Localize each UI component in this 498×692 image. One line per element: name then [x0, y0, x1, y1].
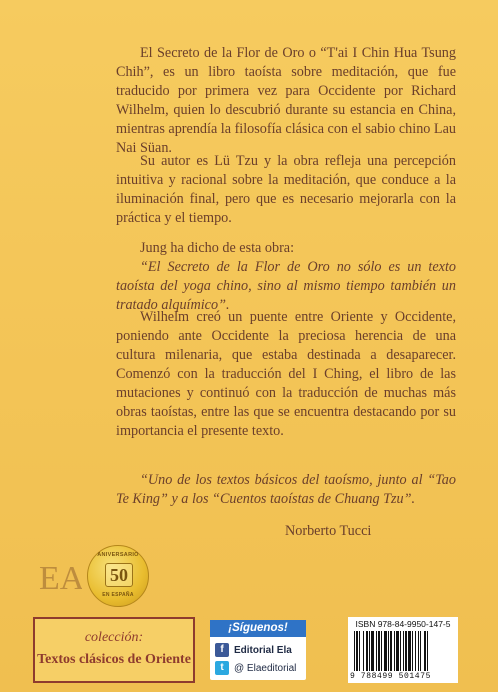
- ea-logo-icon: [38, 556, 82, 596]
- barcode-icon: [352, 631, 454, 671]
- author-signature: Norberto Tucci: [285, 523, 372, 539]
- barcode-bar: [363, 631, 364, 671]
- seal-top-text: ANIVERSARIO: [97, 552, 139, 558]
- isbn-barcode-box: [348, 617, 458, 683]
- barcode-bar: [354, 631, 355, 671]
- barcode-bar: [424, 631, 426, 671]
- paragraph-closing-quote: “Uno de los textos básicos del taoísmo, junto al “Tao Te King” y a los “Cuentos taoístas de Chuang Tzu”.: [116, 472, 456, 507]
- barcode-digits: 9 788499 501475: [350, 672, 432, 681]
- seal-bottom-text: EN ESPAÑA: [102, 592, 134, 598]
- ea-logo-text: EA: [39, 560, 82, 596]
- barcode-bar: [371, 631, 374, 671]
- collection-title: Textos clásicos de Oriente: [37, 652, 191, 667]
- twitter-icon: t: [215, 661, 229, 675]
- facebook-handle: Editorial Ela: [234, 644, 292, 656]
- seal-number: 50: [105, 563, 133, 587]
- barcode-bar: [369, 631, 370, 671]
- isbn-label: ISBN 978-84-9950-147-5: [355, 619, 451, 629]
- barcode-bar: [378, 631, 380, 671]
- barcode-bar: [420, 631, 421, 671]
- barcode-bar: [418, 631, 419, 671]
- barcode-bar: [381, 631, 382, 671]
- barcode-bar: [403, 631, 404, 671]
- paragraph-jung: [116, 239, 456, 315]
- barcode-bar: [427, 631, 428, 671]
- jung-intro: Jung ha dicho de esta obra:: [140, 240, 295, 256]
- ea-logo: [38, 556, 82, 596]
- paragraph-intro: El Secreto de la Flor de Oro o “T'ai I Chin Hua Tsung Chih”, es un libro taoísta sobre meditación, que fue traducido por primera vez para Occidente por Richard Wilhelm, quien lo descubrió durante su estancia en China, mientras aprendía la filosofía clásica con el sabio chino Lau Nai Süan.: [116, 45, 456, 156]
- follow-us-heading: ¡Síguenos!: [210, 620, 306, 637]
- barcode-bar: [356, 631, 358, 671]
- barcode-bar: [359, 631, 360, 671]
- barcode-bar: [412, 631, 413, 671]
- barcode-bar: [400, 631, 401, 671]
- anniversary-seal: [87, 545, 149, 607]
- collection-box: [33, 617, 195, 683]
- barcode-bar: [396, 631, 399, 671]
- collection-label: colección:: [84, 630, 144, 645]
- social-box: [210, 620, 306, 680]
- barcode-bar: [394, 631, 395, 671]
- barcode-bar: [415, 631, 416, 671]
- barcode-bar: [384, 631, 387, 671]
- barcode-bar: [405, 631, 407, 671]
- barcode-bar: [376, 631, 377, 671]
- facebook-icon: f: [215, 643, 229, 657]
- barcode-bar: [408, 631, 411, 671]
- paragraph-author: Su autor es Lü Tzu y la obra refleja una percepción intuitiva y racional sobre la meditación, que conduce a la iluminación final, pero que es necesario mejorarla con la práctica y el tiempo.: [116, 153, 456, 226]
- barcode-bar: [390, 631, 392, 671]
- barcode-bar: [388, 631, 389, 671]
- barcode-bar: [366, 631, 368, 671]
- twitter-link[interactable]: [215, 660, 296, 676]
- jung-quote: “El Secreto de la Flor de Oro no sólo es un texto taoísta del yoga chino, sino al mismo tiempo también un tratado alquímico”.: [116, 259, 456, 313]
- twitter-handle: @ Elaeditorial: [234, 662, 297, 674]
- facebook-link[interactable]: [215, 642, 292, 658]
- paragraph-wilhelm: Wilhelm creó un puente entre Oriente y Occidente, poniendo ante Occidente la preciosa herencia de una cultura milenaria, que estaba destinada a desaparecer. Comenzó con la traducción del I Ching, el libro de las mutaciones y continuó con la traducción de muchas más obras taoístas, entre las que se encuentra destacando por su importancia el presente texto.: [116, 309, 456, 439]
